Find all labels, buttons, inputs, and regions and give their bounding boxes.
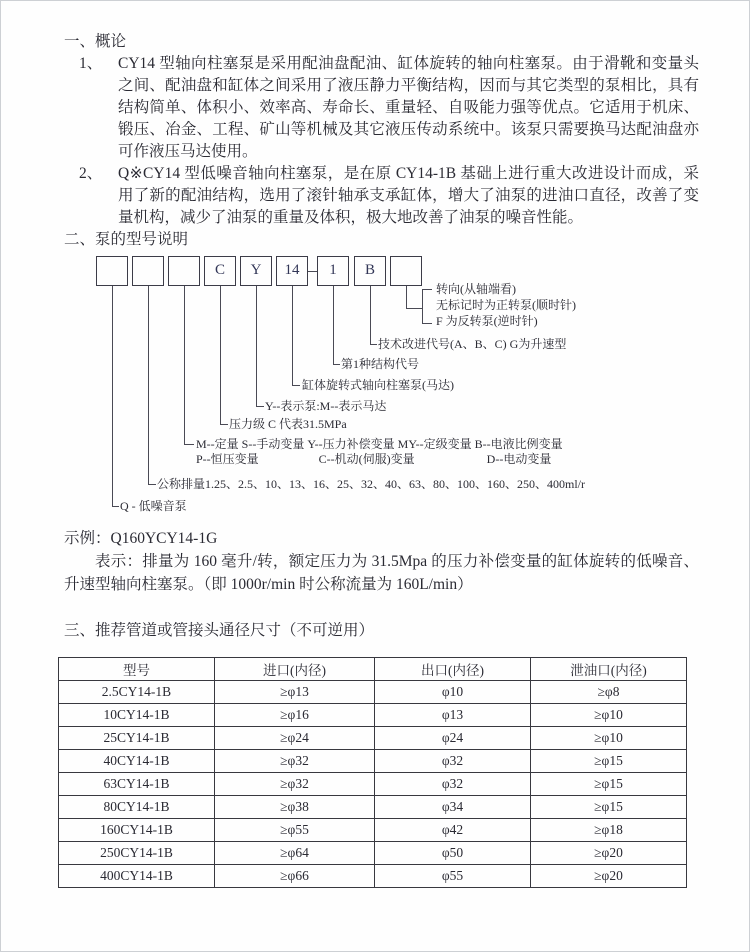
- table-cell: ≥φ15: [531, 796, 687, 819]
- table-row: [59, 773, 687, 796]
- diagram-elbow: [148, 484, 156, 485]
- table-cell: ≥φ8: [531, 681, 687, 704]
- table-cell: φ32: [375, 750, 531, 773]
- table-cell: 400CY14-1B: [59, 865, 215, 888]
- table-header-cell: 型号: [59, 658, 215, 681]
- diagram-bracket: [422, 289, 423, 323]
- pipe-table-body: [59, 681, 687, 888]
- diagram-elbow: [370, 344, 377, 345]
- table-cell: 63CY14-1B: [59, 773, 215, 796]
- example-description: 表示：排量为 160 毫升/转，额定压力为 31.5Mpa 的压力补偿变量的缸体旋转的低噪音、升速型轴向柱塞泵。（即 1000r/min 时公称流量为 160L/min）: [64, 553, 699, 593]
- diagram-elbow: [184, 444, 194, 445]
- table-cell: ≥φ32: [215, 750, 375, 773]
- table-row: [59, 750, 687, 773]
- diagram-box: [132, 256, 164, 286]
- diagram-line: [256, 286, 257, 406]
- table-cell: ≥φ20: [531, 865, 687, 888]
- diagram-elbow: [256, 406, 264, 407]
- section3-heading: 三、推荐管道或管接头通径尺寸（不可逆用）: [64, 622, 375, 639]
- table-cell: ≥φ20: [531, 842, 687, 865]
- list-text: Q※CY14 型低噪音轴向柱塞泵，是在原 CY14-1B 基础上进行重大改进设计而成，采用了新的配油结构，选用了滚针轴承支承缸体，增大了油泵的进油口直径，改善了变量机构，减少了油泵的重量及体积，极大地改善了油泵的噪音性能。: [118, 165, 699, 226]
- label-variable-line2: P--恒压变量 C--机动(伺服)变量 D--电动变量: [196, 452, 552, 466]
- label-rotation-ccw: F 为反转泵(逆时针): [436, 314, 538, 328]
- overview-item-2: [64, 163, 699, 229]
- table-cell: φ13: [375, 704, 531, 727]
- table-cell: φ34: [375, 796, 531, 819]
- table-cell: 2.5CY14-1B: [59, 681, 215, 704]
- table-row: [59, 842, 687, 865]
- table-cell: φ24: [375, 727, 531, 750]
- diagram-bracket-tick: [422, 289, 432, 290]
- label-structure-code: 第1种结构代号: [341, 357, 420, 371]
- diagram-box: C: [204, 256, 236, 286]
- diagram-line: [148, 286, 149, 484]
- diagram-elbow: [333, 364, 340, 365]
- table-cell: ≥φ64: [215, 842, 375, 865]
- diagram-line: [184, 286, 185, 444]
- table-cell: ≥φ15: [531, 750, 687, 773]
- table-cell: ≥φ32: [215, 773, 375, 796]
- table-cell: ≥φ18: [531, 819, 687, 842]
- table-cell: 25CY14-1B: [59, 727, 215, 750]
- table-cell: ≥φ16: [215, 704, 375, 727]
- table-cell: ≥φ38: [215, 796, 375, 819]
- diagram-box: [390, 256, 422, 286]
- table-cell: ≥φ10: [531, 704, 687, 727]
- list-text: CY14 型轴向柱塞泵是采用配油盘配油、缸体旋转的轴向柱塞泵。由于滑靴和变量头之间、配油盘和缸体之间采用了液压静力平衡结构，因而与其它类型的泵相比，具有结构简单、体积小、效率高、寿命长、重量轻、自吸能力强等优点。它适用于机床、锻压、冶金、工程、矿山等机械及其它液压传动系统中。该泵只需要换马达配油盘亦可作液压马达使用。: [118, 55, 699, 160]
- diagram-dash: [308, 271, 317, 272]
- table-cell: φ32: [375, 773, 531, 796]
- table-header-cell: 泄油口(内径): [531, 658, 687, 681]
- table-cell: 10CY14-1B: [59, 704, 215, 727]
- label-variable-line1: M--定量 S--手动变量 Y--压力补偿变量 MY--定级变量 B--电液比例变量: [196, 437, 563, 451]
- pipe-size-table: [58, 657, 687, 888]
- table-cell: φ50: [375, 842, 531, 865]
- label-q-means: Q - 低噪音泵: [120, 499, 187, 513]
- table-cell: φ42: [375, 819, 531, 842]
- diagram-line: [333, 286, 334, 364]
- diagram-elbow: [292, 385, 300, 386]
- model-code-diagram: [1, 251, 750, 524]
- list-number: 1、: [79, 55, 103, 72]
- table-cell: ≥φ15: [531, 773, 687, 796]
- diagram-line: [220, 286, 221, 424]
- example-model-code: 示例：Q160YCY14-1G: [64, 530, 218, 547]
- label-rotation-title: 转向(从轴端看): [436, 282, 516, 296]
- diagram-elbow: [112, 506, 119, 507]
- diagram-box: 14: [276, 256, 308, 286]
- diagram-box: [96, 256, 128, 286]
- diagram-box: 1: [317, 256, 349, 286]
- table-cell: φ10: [375, 681, 531, 704]
- label-pressure-class: 压力级 C 代表31.5MPa: [229, 417, 347, 431]
- table-header-cell: 进口(内径): [215, 658, 375, 681]
- overview-item-1: [64, 53, 699, 163]
- diagram-line: [292, 286, 293, 385]
- diagram-box: B: [354, 256, 386, 286]
- table-cell: ≥φ66: [215, 865, 375, 888]
- table-cell: 80CY14-1B: [59, 796, 215, 819]
- table-cell: 250CY14-1B: [59, 842, 215, 865]
- table-cell: 40CY14-1B: [59, 750, 215, 773]
- section2-heading: 二、泵的型号说明: [64, 231, 189, 248]
- table-header-cell: 出口(内径): [375, 658, 531, 681]
- table-cell: 160CY14-1B: [59, 819, 215, 842]
- label-pump-type: 缸体旋转式轴向柱塞泵(马达): [302, 378, 454, 392]
- diagram-line: [112, 286, 113, 506]
- diagram-line: [406, 286, 407, 308]
- table-cell: φ55: [375, 865, 531, 888]
- table-cell: ≥φ10: [531, 727, 687, 750]
- table-row: [59, 819, 687, 842]
- table-cell: ≥φ24: [215, 727, 375, 750]
- list-number: 2、: [79, 165, 103, 182]
- table-header-row: [59, 658, 687, 681]
- table-row: [59, 727, 687, 750]
- diagram-bracket-tick: [422, 323, 432, 324]
- diagram-box: Y: [240, 256, 272, 286]
- label-displacement: 公称排量1.25、2.5、10、13、16、25、32、40、63、80、100、160、250、400ml/r: [157, 477, 585, 491]
- table-row: [59, 681, 687, 704]
- diagram-elbow: [220, 424, 228, 425]
- table-cell: ≥φ13: [215, 681, 375, 704]
- diagram-elbow: [406, 308, 422, 309]
- table-row: [59, 865, 687, 888]
- label-tech-code: 技术改进代号(A、B、C) G为升速型: [378, 337, 567, 351]
- section1-heading: 一、概论: [64, 33, 127, 50]
- table-cell: ≥φ55: [215, 819, 375, 842]
- table-row: [59, 704, 687, 727]
- label-rotation-cw: 无标记时为正转泵(顺时针): [436, 298, 576, 312]
- label-y-means: Y--表示泵:M--表示马达: [265, 399, 387, 413]
- diagram-line: [370, 286, 371, 344]
- table-row: [59, 796, 687, 819]
- diagram-box: [168, 256, 200, 286]
